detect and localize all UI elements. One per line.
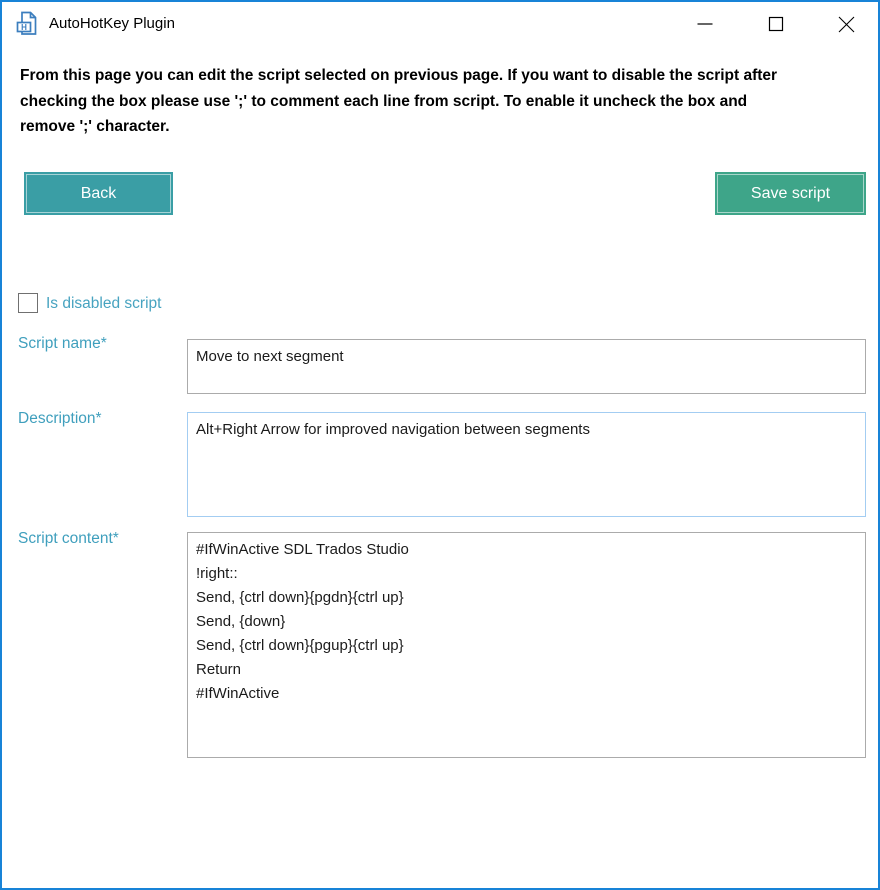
back-button[interactable]: Back — [24, 172, 173, 215]
description-input[interactable] — [187, 412, 866, 517]
instructions-line-3: remove ';' character. — [20, 118, 170, 135]
script-content-label: Script content* — [18, 530, 119, 547]
maximize-icon — [768, 16, 784, 32]
save-script-button[interactable]: Save script — [715, 172, 866, 215]
instructions-line-1: From this page you can edit the script selected on previous page. If you want to disable the script after — [20, 67, 778, 84]
description-label: Description* — [18, 410, 102, 427]
close-icon — [838, 16, 855, 33]
window-title: AutoHotKey Plugin — [49, 15, 175, 32]
instructions-text — [20, 63, 868, 140]
close-button[interactable] — [823, 6, 869, 42]
is-disabled-script-label: Is disabled script — [46, 295, 162, 312]
minimize-button[interactable] — [682, 6, 728, 42]
svg-text:H: H — [21, 22, 27, 32]
script-content-input[interactable] — [187, 532, 866, 758]
title-bar — [2, 2, 878, 46]
app-document-h-icon — [14, 10, 41, 37]
script-name-label: Script name* — [18, 335, 107, 352]
maximize-button[interactable] — [753, 6, 799, 42]
is-disabled-script-checkbox[interactable] — [18, 293, 38, 313]
script-name-input[interactable] — [187, 339, 866, 394]
instructions-line-2: checking the box please use ';' to comment each line from script. To enable it uncheck the box and — [20, 92, 748, 110]
minimize-icon — [697, 16, 713, 32]
